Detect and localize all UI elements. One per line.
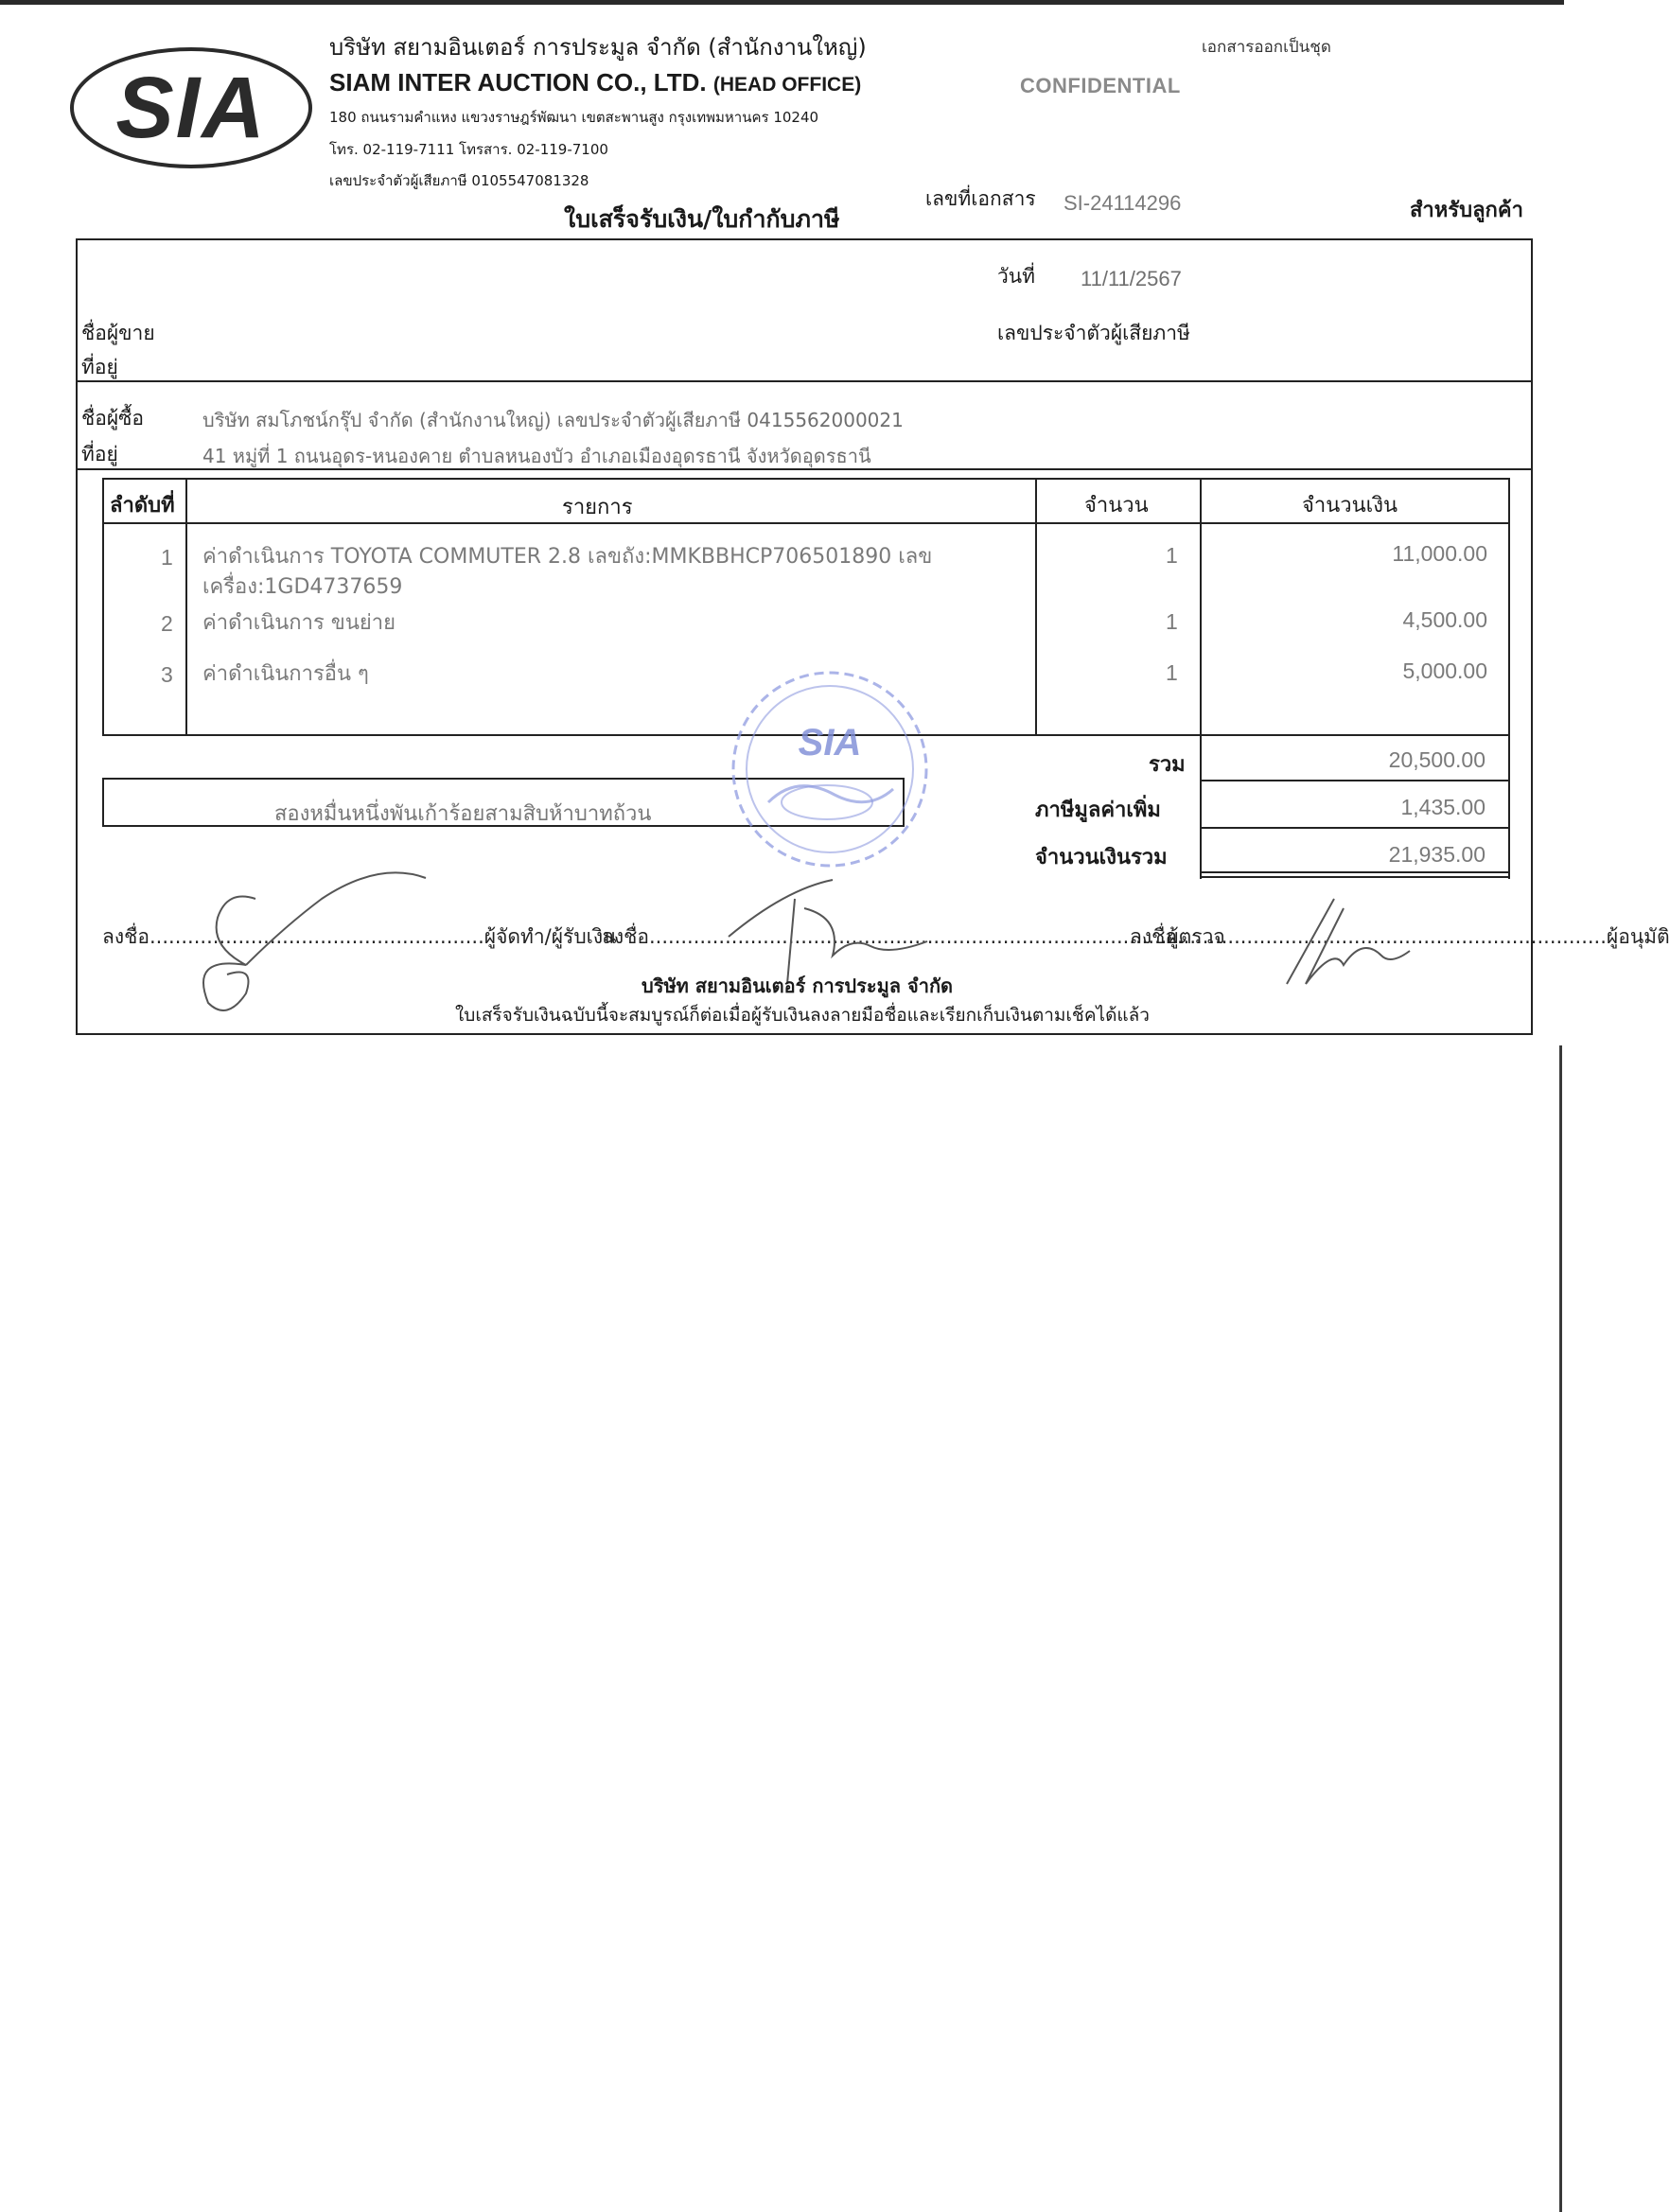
seller-divider (76, 380, 1533, 382)
row1-amount: 11,000.00 (1392, 541, 1487, 566)
head-office-label: (HEAD OFFICE) (712, 74, 862, 96)
set-note: เอกสารออกเป็นชุด (1202, 38, 1331, 57)
subtotal-value: 20,500.00 (1388, 747, 1485, 772)
buyer-name-label: ชื่อผู้ซื้อ (81, 407, 145, 430)
date-label: วันที่ (997, 265, 1035, 288)
date-value: 11/11/2567 (1081, 267, 1182, 290)
buyer-address: 41 หมู่ที่ 1 ถนนอุดร-หนองคาย ตำบลหนองบัว อำเภอเมืองอุดรธานี จังหวัดอุดรธานี (202, 445, 871, 467)
company-name-en (329, 68, 861, 97)
col-divider-no (185, 478, 187, 736)
company-name-en-text: SIAM INTER AUCTION CO., LTD. (329, 68, 707, 97)
signature-preparer (180, 870, 464, 1012)
footer-note: ใบเสร็จรับเงินฉบับนี้จะสมบูรณ์ก็ต่อเมื่อผู้รับเงินลงลายมือชื่อและเรียกเก็บเงินตามเช็คได้แล้ว (455, 1005, 1150, 1026)
vat-label: ภาษีมูลค่าเพิ่ม (1035, 799, 1161, 822)
signature-preparer-line: ลงชื่อ.....................................................ผู้จัดทำ/ผู้รับเงิน (102, 925, 617, 948)
col-divider-qty (1200, 478, 1202, 879)
row3-amount: 5,000.00 (1402, 658, 1487, 683)
row2-no: 2 (161, 611, 173, 636)
row3-no: 3 (161, 662, 173, 687)
signature-approver-line: ลงชื่อ....................................................................ผู้อนุมัติ (1130, 925, 1670, 948)
buyer-name: บริษัท สมโภชน์กรุ๊ป จำกัด (สำนักงานใหญ่) เลขประจำตัวผู้เสียภาษี 0415562000021 (202, 409, 904, 431)
company-stamp (721, 660, 939, 882)
row1-description: ค่าดำเนินการ TOYOTA COMMUTER 2.8 เลขถัง:MMKBBHCP706501890 เลข (202, 545, 933, 569)
subtotal-label: รวม (1149, 753, 1186, 777)
top-border (0, 0, 1564, 5)
row2-amount: 4,500.00 (1402, 607, 1487, 632)
company-tax-id: เลขประจำตัวผู้เสียภาษี 0105547081328 (329, 172, 589, 189)
seller-tax-label: เลขประจำตัวผู้เสียภาษี (997, 322, 1190, 344)
seller-name-label: ชื่อผู้ขาย (81, 322, 155, 344)
grand-total-label: จำนวนเงินรวม (1035, 846, 1168, 869)
col-divider-desc (1035, 478, 1037, 736)
row2-description: ค่าดำเนินการ ขนย่าย (202, 611, 396, 635)
table-header-rule (102, 522, 1510, 524)
row1-description-cont: เครื่อง:1GD4737659 (202, 575, 403, 599)
vat-value: 1,435.00 (1400, 795, 1485, 819)
doc-number: SI-24114296 (1064, 191, 1182, 215)
amount-in-words: สองหมื่นหนึ่งพันเก้าร้อยสามสิบห้าบาทถ้วน (274, 802, 652, 826)
document-title: ใบเสร็จรับเงิน/ใบกำกับภาษี (564, 205, 840, 233)
header-no: ลำดับที่ (110, 494, 175, 518)
signature-approver (1249, 889, 1438, 993)
grand-rule-2 (1200, 876, 1510, 878)
signature-checker-line: ลงชื่อ..................................................................................ผู้ตรวจ (602, 925, 1225, 948)
copy-label: สำหรับลูกค้า (1410, 199, 1523, 222)
stamp-text: SIA (798, 722, 862, 764)
seller-address-label: ที่อยู่ (81, 356, 118, 378)
totals-right-rule (1508, 736, 1510, 879)
row1-qty: 1 (1166, 543, 1178, 568)
row2-qty: 1 (1166, 609, 1178, 634)
grand-total-value: 21,935.00 (1388, 842, 1485, 867)
row3-description: ค่าดำเนินการอื่น ๆ (202, 662, 369, 686)
buyer-address-label: ที่อยู่ (81, 443, 118, 465)
scan-edge (1559, 1045, 1562, 2212)
company-name-th: บริษัท สยามอินเตอร์ การประมูล จำกัด (สำนักงานใหญ่) (329, 34, 867, 61)
header-description: รายการ (562, 496, 633, 519)
header-amount: จำนวนเงิน (1302, 494, 1398, 518)
logo-text: SIA (115, 59, 267, 156)
company-phone: โทร. 02-119-7111 โทรสาร. 02-119-7100 (329, 141, 608, 158)
header-quantity: จำนวน (1084, 494, 1149, 518)
confidential-mark: CONFIDENTIAL (1020, 74, 1181, 97)
company-address: 180 ถนนรามคำแหง แขวงราษฎร์พัฒนา เขตสะพานสูง กรุงเทพมหานคร 10240 (329, 109, 819, 126)
row1-no: 1 (161, 545, 173, 570)
grand-rule-1 (1200, 871, 1510, 873)
doc-number-label: เลขที่เอกสาร (925, 187, 1036, 210)
vat-rule (1200, 827, 1510, 829)
subtotal-rule (1200, 780, 1510, 781)
row3-qty: 1 (1166, 660, 1178, 685)
company-logo (68, 45, 314, 170)
footer-company: บริษัท สยามอินเตอร์ การประมูล จำกัด (642, 974, 954, 997)
